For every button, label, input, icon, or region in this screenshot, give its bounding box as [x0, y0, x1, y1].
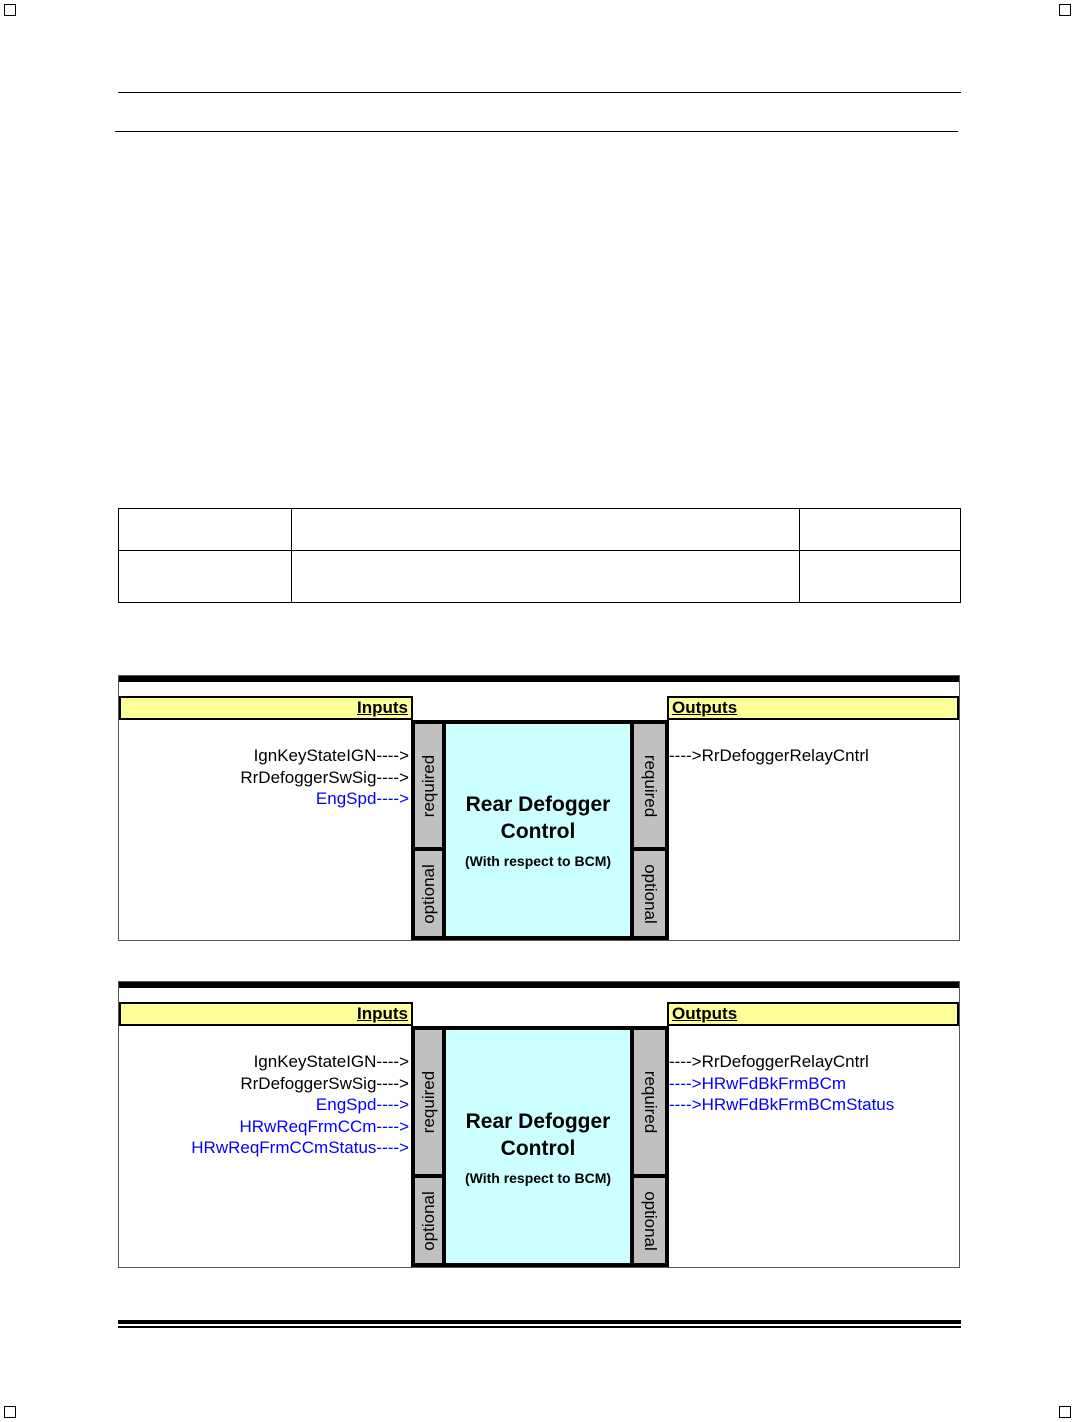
table-cell [119, 509, 292, 551]
block-subtitle: (With respect to BCM) [464, 1169, 612, 1186]
output-signal-list [669, 745, 869, 767]
block-core [446, 1030, 630, 1263]
right-required-band [634, 1030, 665, 1174]
function-block [411, 720, 669, 940]
table-cell [292, 551, 800, 603]
table-cell [292, 509, 800, 551]
right-required-label: required [640, 754, 660, 817]
left-required-band [415, 724, 442, 847]
header-rule-bottom [115, 131, 958, 132]
outputs-header: Outputs [667, 696, 959, 720]
right-optional-band [634, 851, 665, 936]
left-required-label: required [418, 1070, 438, 1134]
input-signal: EngSpd----> [315, 1095, 409, 1114]
left-optional-label: optional [418, 863, 438, 924]
output-signal: ---->HRwFdBkFrmBCm [669, 1073, 847, 1093]
right-optional-label: optional [640, 1190, 660, 1251]
output-signal: ---->HRwFdBkFrmBCmStatus [669, 1095, 895, 1114]
revision-table [118, 508, 961, 603]
table-row [119, 509, 961, 551]
defogger-diagram-1 [118, 675, 960, 941]
block-title-line-2: Control [500, 820, 576, 843]
crop-mark-bottom-left [4, 1406, 16, 1418]
output-signal-list [669, 1051, 894, 1116]
input-signal: RrDefoggerSwSig----> [240, 767, 409, 787]
right-optional-band [634, 1178, 665, 1263]
right-required-band [634, 724, 665, 847]
table-row [119, 551, 961, 603]
input-signal: IgnKeyStateIGN----> [253, 1052, 409, 1071]
input-signal: HRwReqFrmCCmStatus----> [191, 1138, 409, 1157]
block-subtitle: (With respect to BCM) [464, 853, 612, 869]
left-optional-band [415, 851, 442, 936]
table-cell [119, 551, 292, 603]
block-title-line-1: Rear Defogger [465, 793, 611, 816]
output-signal: ---->RrDefoggerRelayCntrl [669, 746, 869, 765]
crop-mark-top-right [1059, 4, 1071, 16]
input-signal-list [191, 1051, 409, 1159]
inputs-header: Inputs [119, 1002, 413, 1026]
header-rule-top [118, 92, 961, 93]
block-title-line-2: Control [500, 1136, 576, 1160]
defogger-diagram-2 [118, 981, 960, 1268]
footer-rule-thick [118, 1320, 961, 1324]
diagram-top-bar [119, 982, 959, 988]
input-signal-list [240, 745, 409, 810]
output-signal: ---->RrDefoggerRelayCntrl [669, 1052, 869, 1071]
input-signal: RrDefoggerSwSig----> [240, 1073, 409, 1093]
inputs-header: Inputs [119, 696, 413, 720]
function-block [411, 1026, 669, 1267]
table-cell [800, 551, 961, 603]
diagram-top-bar [119, 676, 959, 682]
outputs-header: Outputs [667, 1002, 959, 1026]
left-required-label: required [418, 754, 438, 817]
right-optional-label: optional [640, 863, 660, 924]
input-signal: EngSpd----> [315, 789, 409, 808]
block-core [446, 724, 630, 936]
input-signal: HRwReqFrmCCm----> [239, 1116, 409, 1136]
left-required-band [415, 1030, 442, 1174]
left-optional-label: optional [418, 1190, 438, 1251]
footer-rule-thin [118, 1326, 961, 1328]
crop-mark-top-left [4, 4, 16, 16]
crop-mark-bottom-right [1059, 1406, 1071, 1418]
right-required-label: required [640, 1070, 660, 1134]
table-cell [800, 509, 961, 551]
left-optional-band [415, 1178, 442, 1263]
block-title-line-1: Rear Defogger [465, 1109, 611, 1133]
input-signal: IgnKeyStateIGN----> [253, 746, 409, 765]
